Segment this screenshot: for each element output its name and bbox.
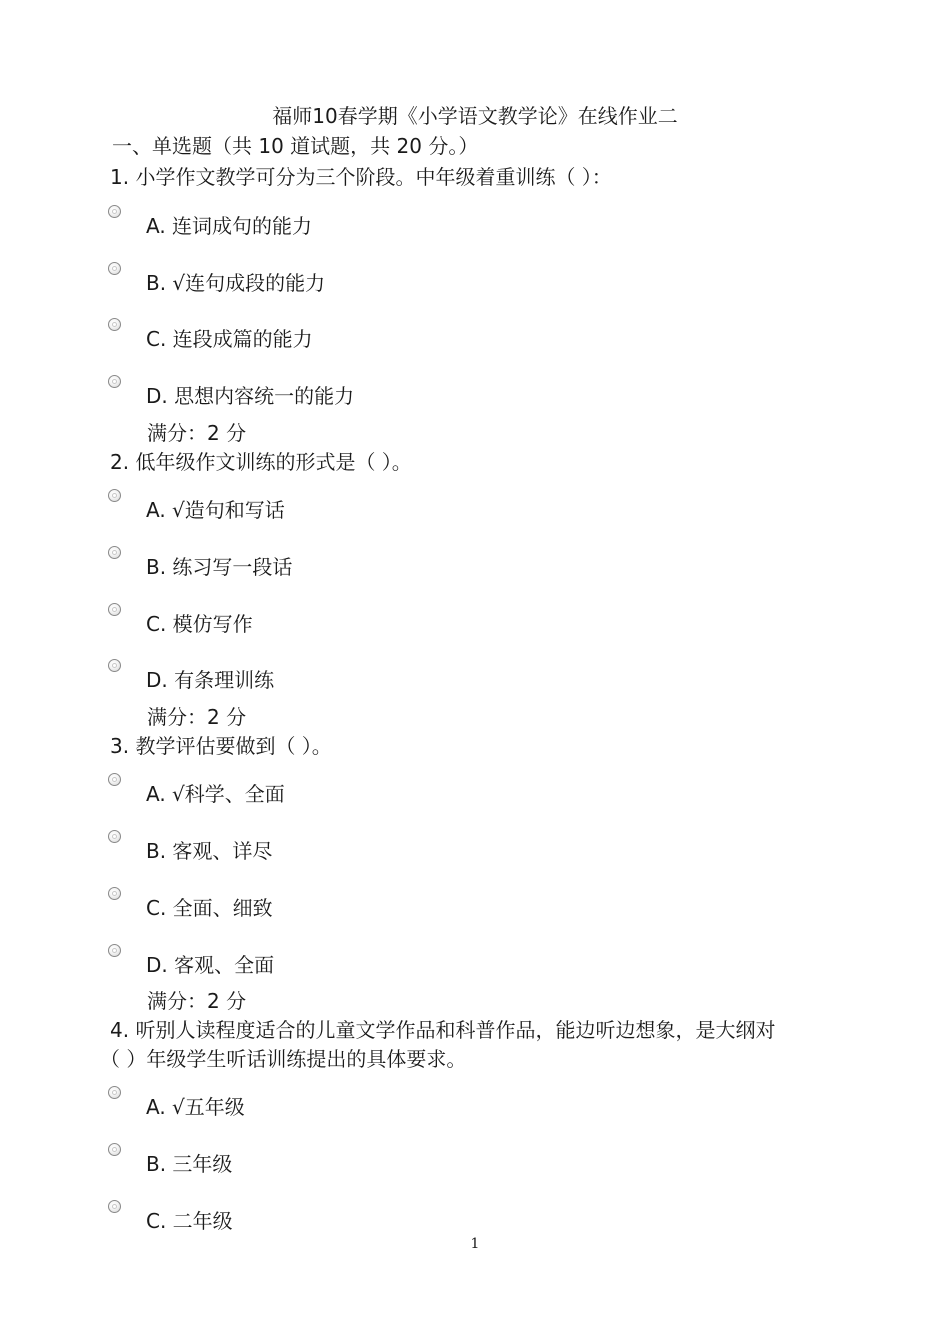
option-label: C. 连段成篇的能力 — [146, 327, 313, 351]
radio-button-icon[interactable] — [108, 205, 121, 218]
radio-button-icon[interactable] — [108, 1086, 121, 1099]
option-label: D. 客观、全面 — [146, 953, 275, 977]
radio-button-icon[interactable] — [108, 375, 121, 388]
radio-button-icon[interactable] — [108, 773, 121, 786]
radio-button-icon[interactable] — [108, 262, 121, 275]
question-4-stem: 4. 听别人读程度适合的儿童文学作品和科普作品，能边听边想象，是大纲对 — [110, 1018, 776, 1042]
page-number: 1 — [470, 1236, 480, 1252]
radio-button-icon[interactable] — [108, 830, 121, 843]
question-1-score: 满分：2 分 — [147, 421, 247, 445]
question-1-stem: 1. 小学作文教学可分为三个阶段。中年级着重训练（ ）： — [110, 165, 612, 189]
option-label: B. 客观、详尽 — [146, 839, 273, 863]
radio-button-icon[interactable] — [108, 1143, 121, 1156]
radio-button-icon[interactable] — [108, 887, 121, 900]
radio-button-icon[interactable] — [108, 489, 121, 502]
question-2-score: 满分：2 分 — [147, 705, 247, 729]
option-label: B. √连句成段的能力 — [146, 271, 326, 295]
radio-button-icon[interactable] — [108, 546, 121, 559]
radio-button-icon[interactable] — [108, 603, 121, 616]
section-heading: 一、单选题（共 10 道试题，共 20 分。） — [112, 134, 479, 158]
document-title: 福师10春学期《小学语文教学论》在线作业二 — [272, 104, 678, 128]
option-label: B. 三年级 — [146, 1152, 233, 1176]
question-3-score: 满分：2 分 — [147, 989, 247, 1013]
radio-button-icon[interactable] — [108, 944, 121, 957]
question-4-stem-line2: （ ）年级学生听话训练提出的具体要求。 — [100, 1047, 467, 1071]
option-label: C. 全面、细致 — [146, 896, 273, 920]
option-label: C. 二年级 — [146, 1209, 233, 1233]
question-2-stem: 2. 低年级作文训练的形式是（ ）。 — [110, 450, 412, 474]
radio-button-icon[interactable] — [108, 659, 121, 672]
option-label: A. √五年级 — [146, 1095, 245, 1119]
option-label: D. 有条理训练 — [146, 668, 275, 692]
radio-button-icon[interactable] — [108, 1200, 121, 1213]
option-label: D. 思想内容统一的能力 — [146, 384, 355, 408]
question-3-stem: 3. 教学评估要做到（ ）。 — [110, 734, 332, 758]
option-label: B. 练习写一段话 — [146, 555, 293, 579]
option-label: A. √造句和写话 — [146, 498, 285, 522]
option-label: A. 连词成句的能力 — [146, 214, 313, 238]
option-label: A. √科学、全面 — [146, 782, 285, 806]
option-label: C. 模仿写作 — [146, 612, 253, 636]
radio-button-icon[interactable] — [108, 318, 121, 331]
